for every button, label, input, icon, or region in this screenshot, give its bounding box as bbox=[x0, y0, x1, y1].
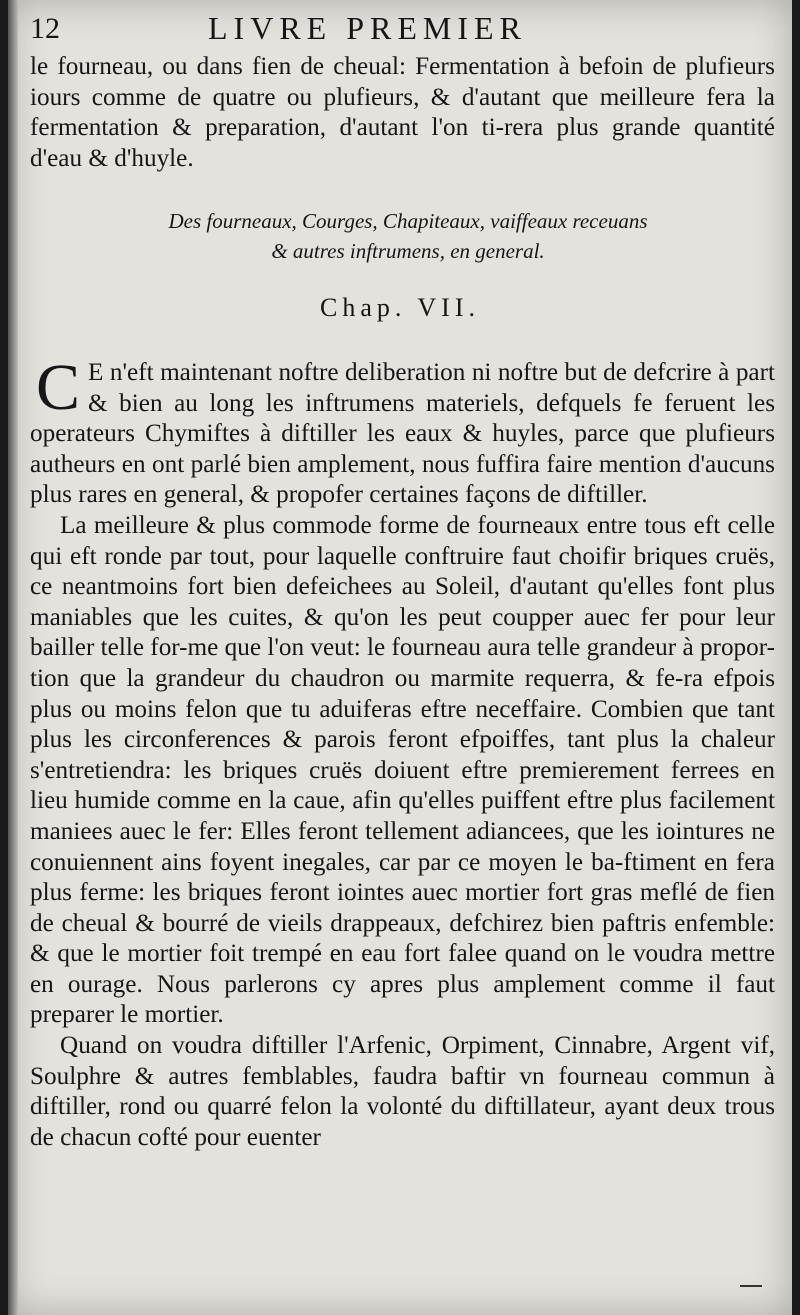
running-title: LIVRE PREMIER bbox=[208, 10, 527, 46]
book-page bbox=[8, 0, 792, 1315]
section-heading bbox=[48, 206, 768, 266]
chapter-body bbox=[30, 351, 775, 1153]
section-heading-line-1: Des fourneaux, Courges, Chapiteaux, vaiffeaux receuans bbox=[168, 209, 648, 233]
page-number: 12 bbox=[30, 12, 60, 45]
chapter-label: Chap. VII. bbox=[319, 293, 480, 322]
intro-paragraph-block bbox=[30, 52, 775, 174]
paragraph-2: La meilleure & plus commode forme de fourneaux entre tous eft celle qui eft ronde par tout, pour laquelle conftruire faut choifir briques cruës, ce neantmoins fort bien defeichees au Soleil, d'autant qu'elles font plus maniables que les cuites, & qu'on les peut coupper auec fer pour leur bailler telle for-me que l'on veut: le fourneau aura telle grandeur à propor-tion que la grandeur du chaudron ou marmite requerra, & fe-ra efpois plus ou moins felon que tu aduiferas eftre neceffaire. Combien que tant plus les circonferences & parois feront efpoiffes, tant plus la chaleur s'entretiendra: les briques cruës doiuent eftre premierement ferrees en lieu humide comme en la caue, afin qu'elles puiffent eftre plus facilement maniees auec le fer: Elles feront tellement adiancees, que les iointures ne conuiennent ains foyent inegales, car par ce moyen le ba-ftiment en fera plus ferme: les briques feront iointes auec mortier fort gras meflé de fien de cheual & bourré de vieils drappeaux, defchirez bien paftris enfemble: & que le mortier foit trempé en eau fort falee quand on le voudra mettre en ourage. Nous parlerons cy apres plus amplement comme il faut preparer le mortier. bbox=[30, 511, 775, 1029]
paragraph-1-text: E n'eft maintenant noftre deliberation ni noftre but de defcrire à part & bien au long les inftrumens materiels, defquels fe feruent les operateurs Chymiftes à diftiller les eaux & huyles, parce que plufieurs autheurs en ont parlé bien amplement, nous fuffira faire mention d'aucuns plus rares en general, & propofer certaines façons de diftiller. bbox=[30, 359, 775, 509]
book-spine-shadow bbox=[8, 0, 18, 1315]
paragraph-1 bbox=[30, 351, 775, 511]
intro-paragraph: le fourneau, ou dans fien de cheual: Fermentation à befoin de plufieurs iours comme de quatre ou plufieurs, & d'autant que meilleure fera la fermentation & preparation, d'autant l'on ti-rera plus grande quantité d'eau & d'huyle. bbox=[30, 53, 775, 172]
page-header bbox=[8, 6, 792, 46]
drop-cap: C bbox=[36, 351, 81, 424]
paragraph-3: Quand on voudra diftiller l'Arfenic, Orpiment, Cinnabre, Argent vif, Soulphre & autres femblables, faudra baftir vn fourneau commun à diftiller, rond ou quarré felon la volonté du diftillateur, ayant deux trous de chacun cofté pour euenter bbox=[30, 1032, 775, 1151]
section-heading-line-2: & autres inftrumens, en general. bbox=[271, 239, 545, 263]
catchword-mark bbox=[740, 1285, 762, 1287]
